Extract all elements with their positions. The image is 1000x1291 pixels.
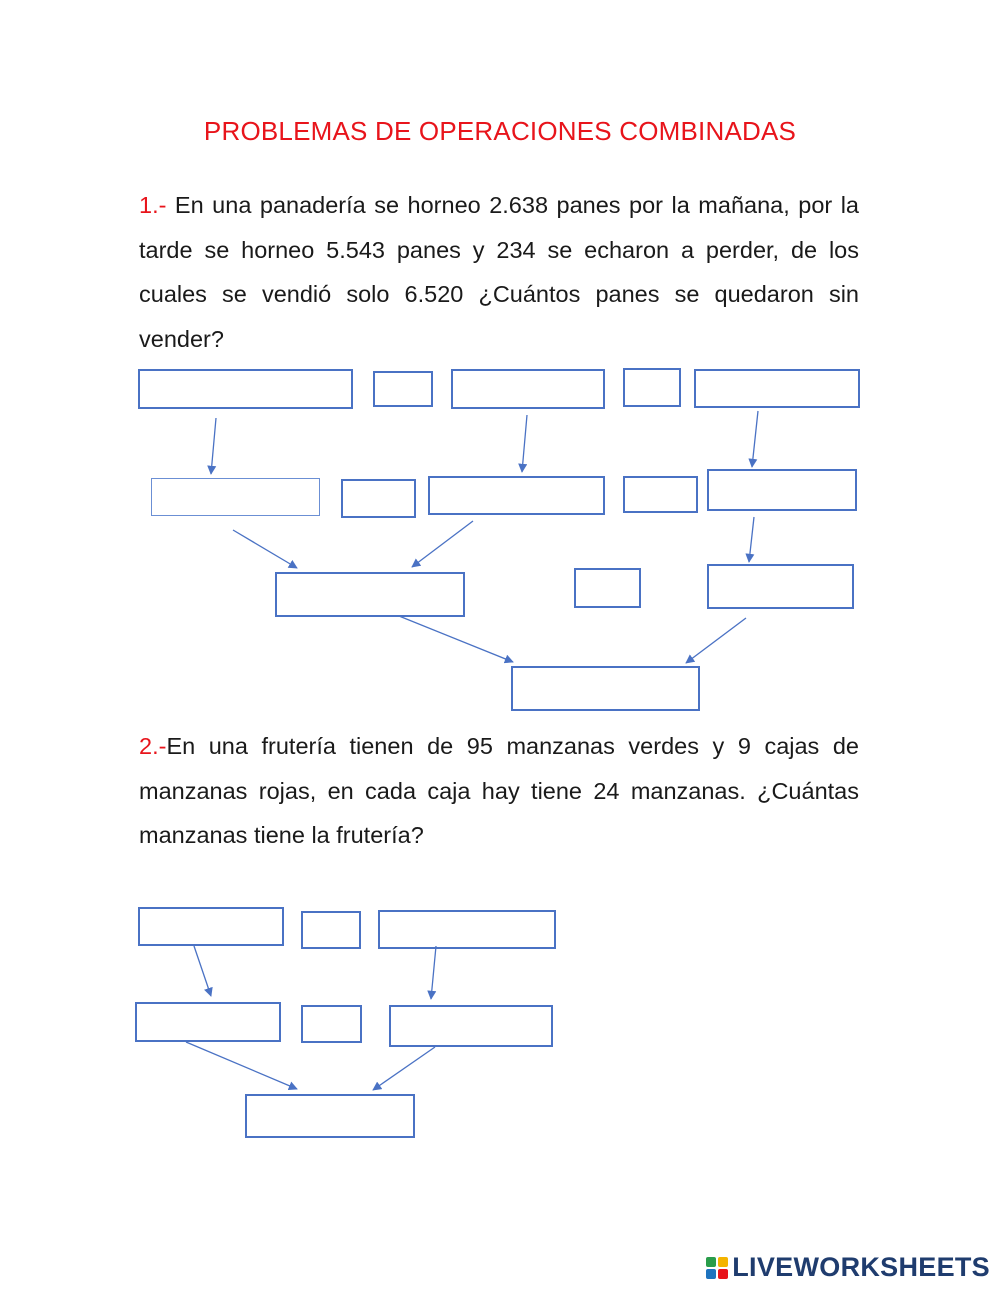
- p2-answer-box-4[interactable]: [389, 1005, 553, 1047]
- brand-name: LIVEWORKSHEETS: [732, 1252, 990, 1282]
- arrow-p1-h: [686, 618, 746, 663]
- problem-1-statement: [139, 183, 859, 361]
- p2-answer-box-3[interactable]: [135, 1002, 281, 1042]
- arrow-p1-a: [211, 418, 216, 474]
- p1-operator-box-3[interactable]: [341, 479, 416, 518]
- problem-1-text: En una panadería se horneo 2.638 panes por la mañana, por la tarde se horneo 5.543 panes y 234 se echaron a perder, de los cuales se vendió solo 6.520 ¿Cuántos panes se quedaron sin vender?: [139, 192, 859, 352]
- arrow-p2-a: [194, 946, 211, 996]
- problem-2-statement: [139, 724, 859, 858]
- p2-operator-box-1[interactable]: [301, 911, 361, 949]
- p1-result-box[interactable]: [511, 666, 700, 711]
- arrow-p2-c: [186, 1042, 297, 1089]
- arrow-p1-f: [749, 517, 754, 562]
- p1-operator-box-2[interactable]: [623, 368, 681, 407]
- p1-answer-box-2[interactable]: [451, 369, 605, 409]
- p2-result-box[interactable]: [245, 1094, 415, 1138]
- p1-answer-box-7[interactable]: [275, 572, 465, 617]
- p1-answer-box-4[interactable]: [151, 478, 320, 516]
- p1-answer-box-1[interactable]: [138, 369, 353, 409]
- worksheet-title: PROBLEMAS DE OPERACIONES COMBINADAS: [203, 116, 797, 146]
- liveworksheets-logo-icon: [706, 1257, 728, 1279]
- arrow-p1-g: [399, 616, 513, 662]
- arrow-p2-d: [373, 1047, 435, 1090]
- logo-tile-red: [718, 1269, 728, 1279]
- p1-answer-box-3[interactable]: [694, 369, 860, 408]
- problem-2-text: En una frutería tienen de 95 manzanas verdes y 9 cajas de manzanas rojas, en cada caja hay tiene 24 manzanas. ¿Cuántas manzanas tiene la frutería?: [139, 733, 859, 848]
- p1-answer-box-5[interactable]: [428, 476, 605, 515]
- p1-operator-box-4[interactable]: [623, 476, 698, 513]
- logo-tile-yellow: [718, 1257, 728, 1267]
- p1-operator-box-5[interactable]: [574, 568, 641, 608]
- p1-answer-box-6[interactable]: [707, 469, 857, 511]
- problem-1-number: 1.-: [139, 192, 167, 218]
- arrow-p1-b: [522, 415, 527, 472]
- liveworksheets-brand[interactable]: [706, 1252, 990, 1283]
- arrow-p2-b: [431, 946, 436, 999]
- arrow-p1-c: [752, 411, 758, 467]
- arrow-p1-e: [412, 521, 473, 567]
- arrow-p1-d: [233, 530, 297, 568]
- p2-answer-box-1[interactable]: [138, 907, 284, 946]
- logo-tile-green: [706, 1257, 716, 1267]
- problem-2-number: 2.-: [139, 733, 167, 759]
- p2-answer-box-2[interactable]: [378, 910, 556, 949]
- p1-operator-box-1[interactable]: [373, 371, 433, 407]
- p2-operator-box-2[interactable]: [301, 1005, 362, 1043]
- p1-answer-box-8[interactable]: [707, 564, 854, 609]
- logo-tile-blue: [706, 1269, 716, 1279]
